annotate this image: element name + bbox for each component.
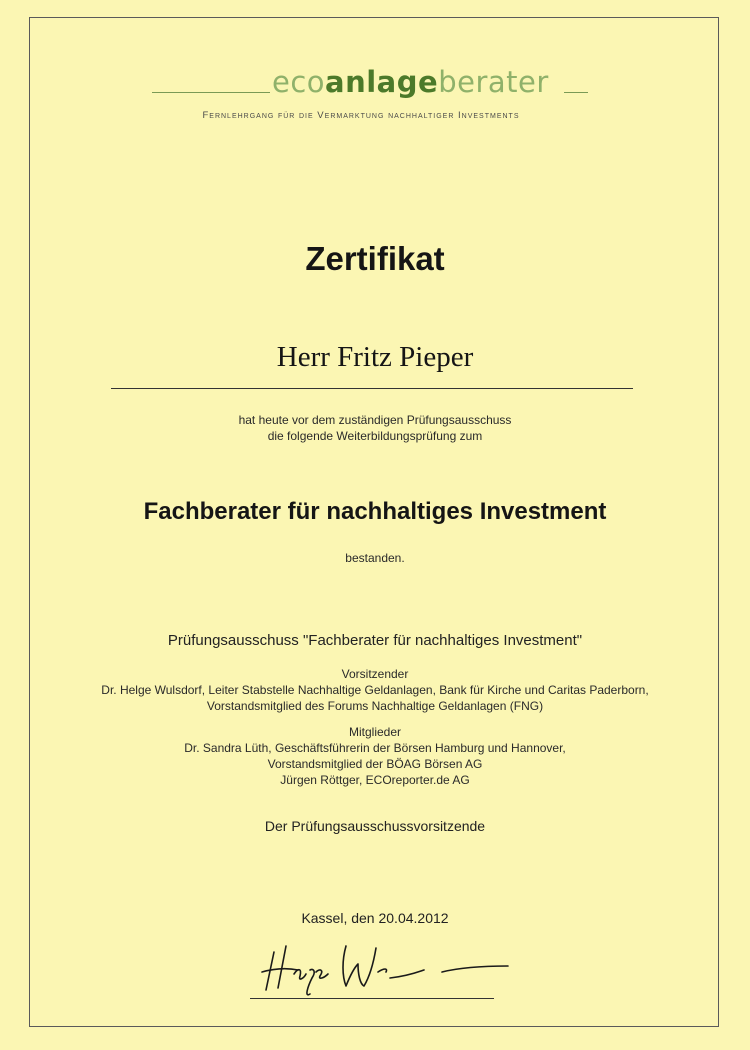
logo-anlage: anlage: [325, 65, 439, 99]
chair-line-2: Vorstandsmitglied des Forums Nachhaltige Geldanlagen (FNG): [206, 699, 544, 713]
logo-line-left: [152, 92, 270, 93]
signatory-title: Der Prüfungsausschussvorsitzende: [264, 818, 486, 834]
certificate-title: Zertifikat: [305, 240, 445, 277]
intro-text: [0, 412, 750, 444]
chair-details: [0, 682, 750, 714]
logo-line-right: [564, 92, 588, 93]
logo-tagline: Fernlehrgang für die Vermarktung nachhaltiger Investments: [202, 110, 520, 121]
logo-eco: eco: [272, 65, 326, 99]
course-title: Fachberater für nachhaltiges Investment: [143, 498, 607, 525]
members-line-1: Dr. Sandra Lüth, Geschäftsführerin der Börsen Hamburg und Hannover,: [184, 741, 566, 755]
members-heading: Mitglieder: [348, 725, 402, 739]
members-block: [0, 724, 750, 788]
place-date: Kassel, den 20.04.2012: [301, 910, 449, 926]
committee-title: Prüfungsausschuss "Fachberater für nachhaltiges Investment": [167, 632, 583, 649]
intro-line-2: die folgende Weiterbildungsprüfung zum: [267, 429, 483, 443]
logo-berater: berater: [438, 65, 549, 99]
recipient-name: Herr Fritz Pieper: [276, 341, 474, 373]
chair-line-1: Dr. Helge Wulsdorf, Leiter Stabstelle Nachhaltige Geldanlagen, Bank für Kirche und Caritas Paderborn,: [101, 683, 649, 697]
passed-text: bestanden.: [345, 551, 405, 565]
signature-line: [250, 998, 494, 999]
members-line-3: Jürgen Röttger, ECOreporter.de AG: [280, 773, 470, 787]
intro-line-1: hat heute vor dem zuständigen Prüfungsausschuss: [238, 413, 512, 427]
name-underline: [111, 388, 633, 389]
logo-wordmark: [272, 64, 549, 100]
chair-heading: Vorsitzender: [341, 667, 409, 681]
members-line-2: Vorstandsmitglied der BÖAG Börsen AG: [267, 757, 483, 771]
handwritten-signature: [258, 932, 518, 1002]
